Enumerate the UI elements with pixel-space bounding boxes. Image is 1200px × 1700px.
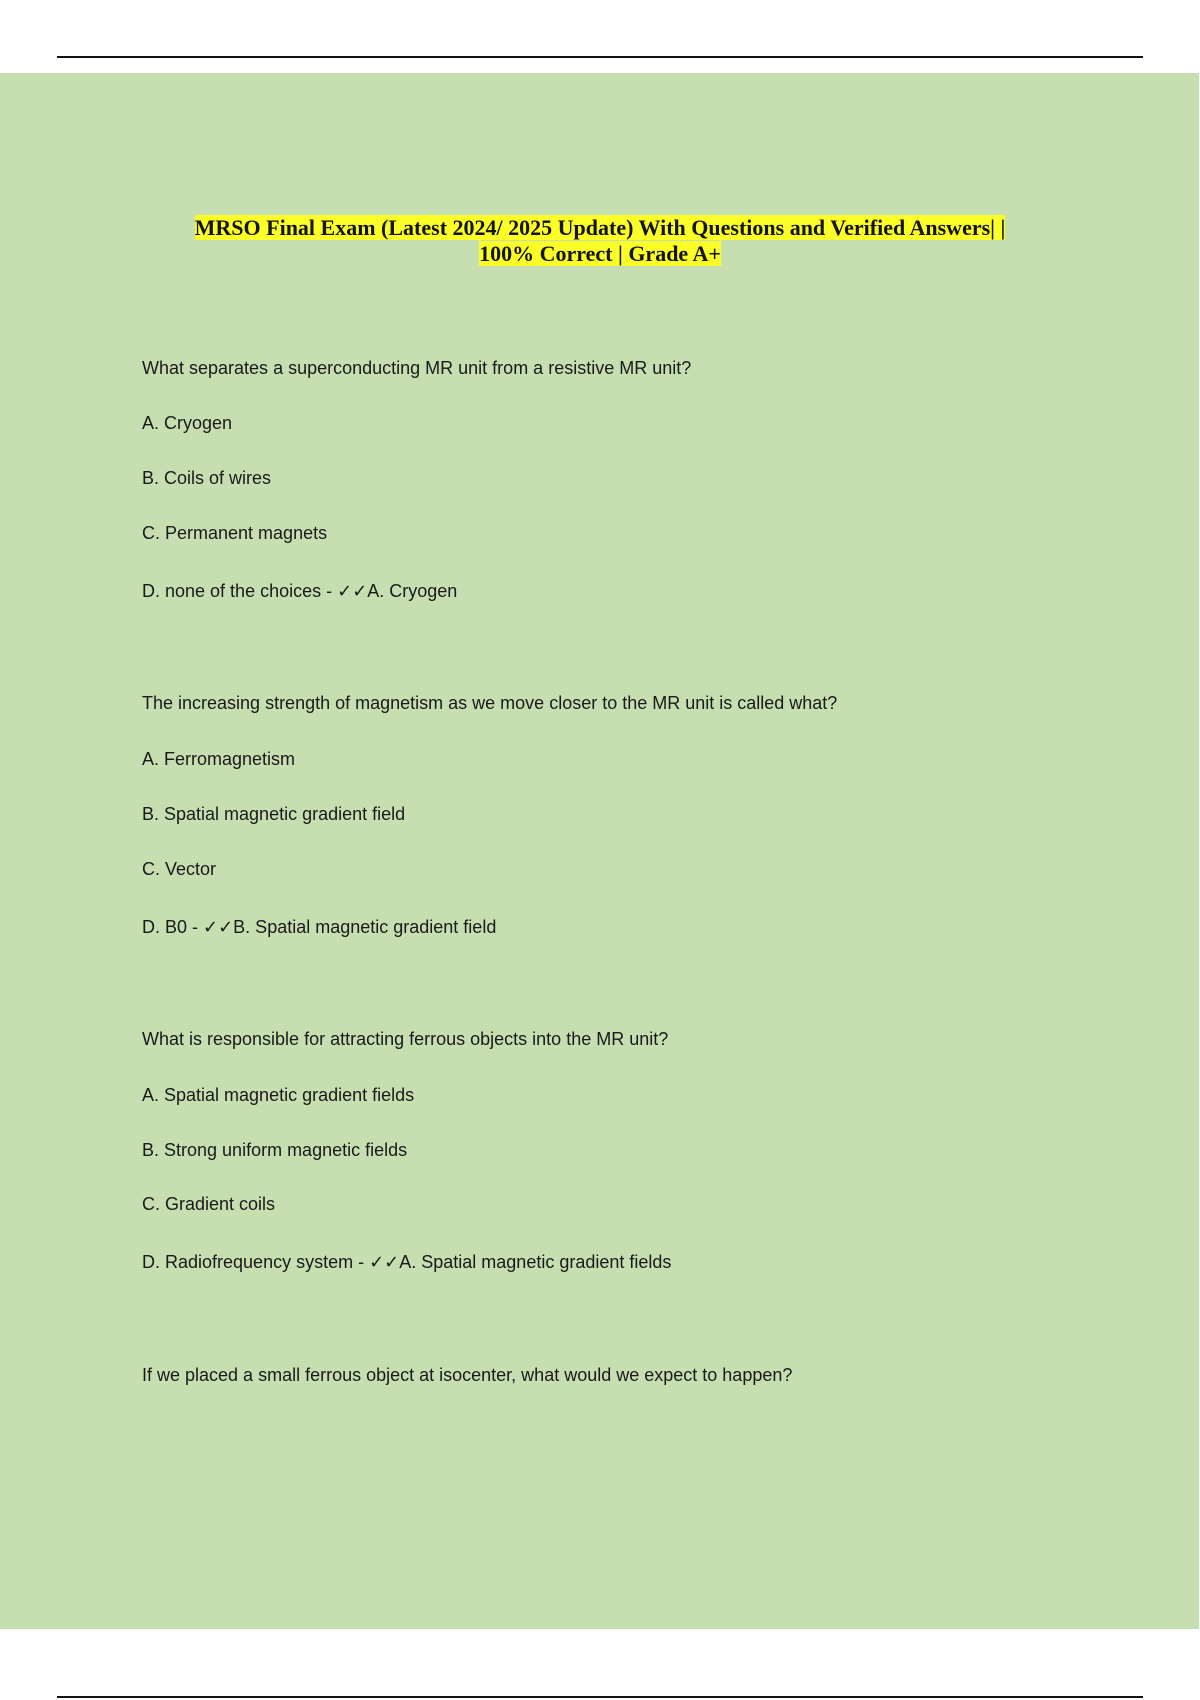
question-3-option-b: B. Strong uniform magnetic fields <box>142 1140 408 1160</box>
question-2-option-c: C. Vector <box>142 859 217 879</box>
bottom-rule <box>57 1696 1143 1698</box>
question-3-option-a: A. Spatial magnetic gradient fields <box>142 1085 415 1105</box>
question-3-option-c: C. Gradient coils <box>142 1194 276 1214</box>
top-rule <box>57 56 1143 58</box>
document-title <box>150 215 1050 267</box>
document-page <box>0 73 1199 1629</box>
question-2-option-a: A. Ferromagnetism <box>142 749 296 769</box>
question-3-option-d-answer: D. Radiofrequency system - ✓✓A. Spatial magnetic gradient fields <box>142 1252 672 1272</box>
title-line-2: 100% Correct | Grade A+ <box>479 241 721 266</box>
question-2-option-b: B. Spatial magnetic gradient field <box>142 804 406 824</box>
question-1-option-d-answer: D. none of the choices - ✓✓A. Cryogen <box>142 581 458 601</box>
question-2-prompt: The increasing strength of magnetism as we move closer to the MR unit is called what? <box>142 693 838 713</box>
question-1-option-c: C. Permanent magnets <box>142 523 328 543</box>
title-line-1: MRSO Final Exam (Latest 2024/ 2025 Update) With Questions and Verified Answers| | <box>194 215 1006 240</box>
question-1-prompt: What separates a superconducting MR unit from a resistive MR unit? <box>142 358 692 378</box>
question-2-option-d-answer: D. B0 - ✓✓B. Spatial magnetic gradient field <box>142 917 497 937</box>
question-1-option-b: B. Coils of wires <box>142 468 272 488</box>
question-3-prompt: What is responsible for attracting ferrous objects into the MR unit? <box>142 1029 669 1049</box>
question-1-option-a: A. Cryogen <box>142 413 233 433</box>
question-4-prompt: If we placed a small ferrous object at isocenter, what would we expect to happen? <box>142 1365 793 1385</box>
